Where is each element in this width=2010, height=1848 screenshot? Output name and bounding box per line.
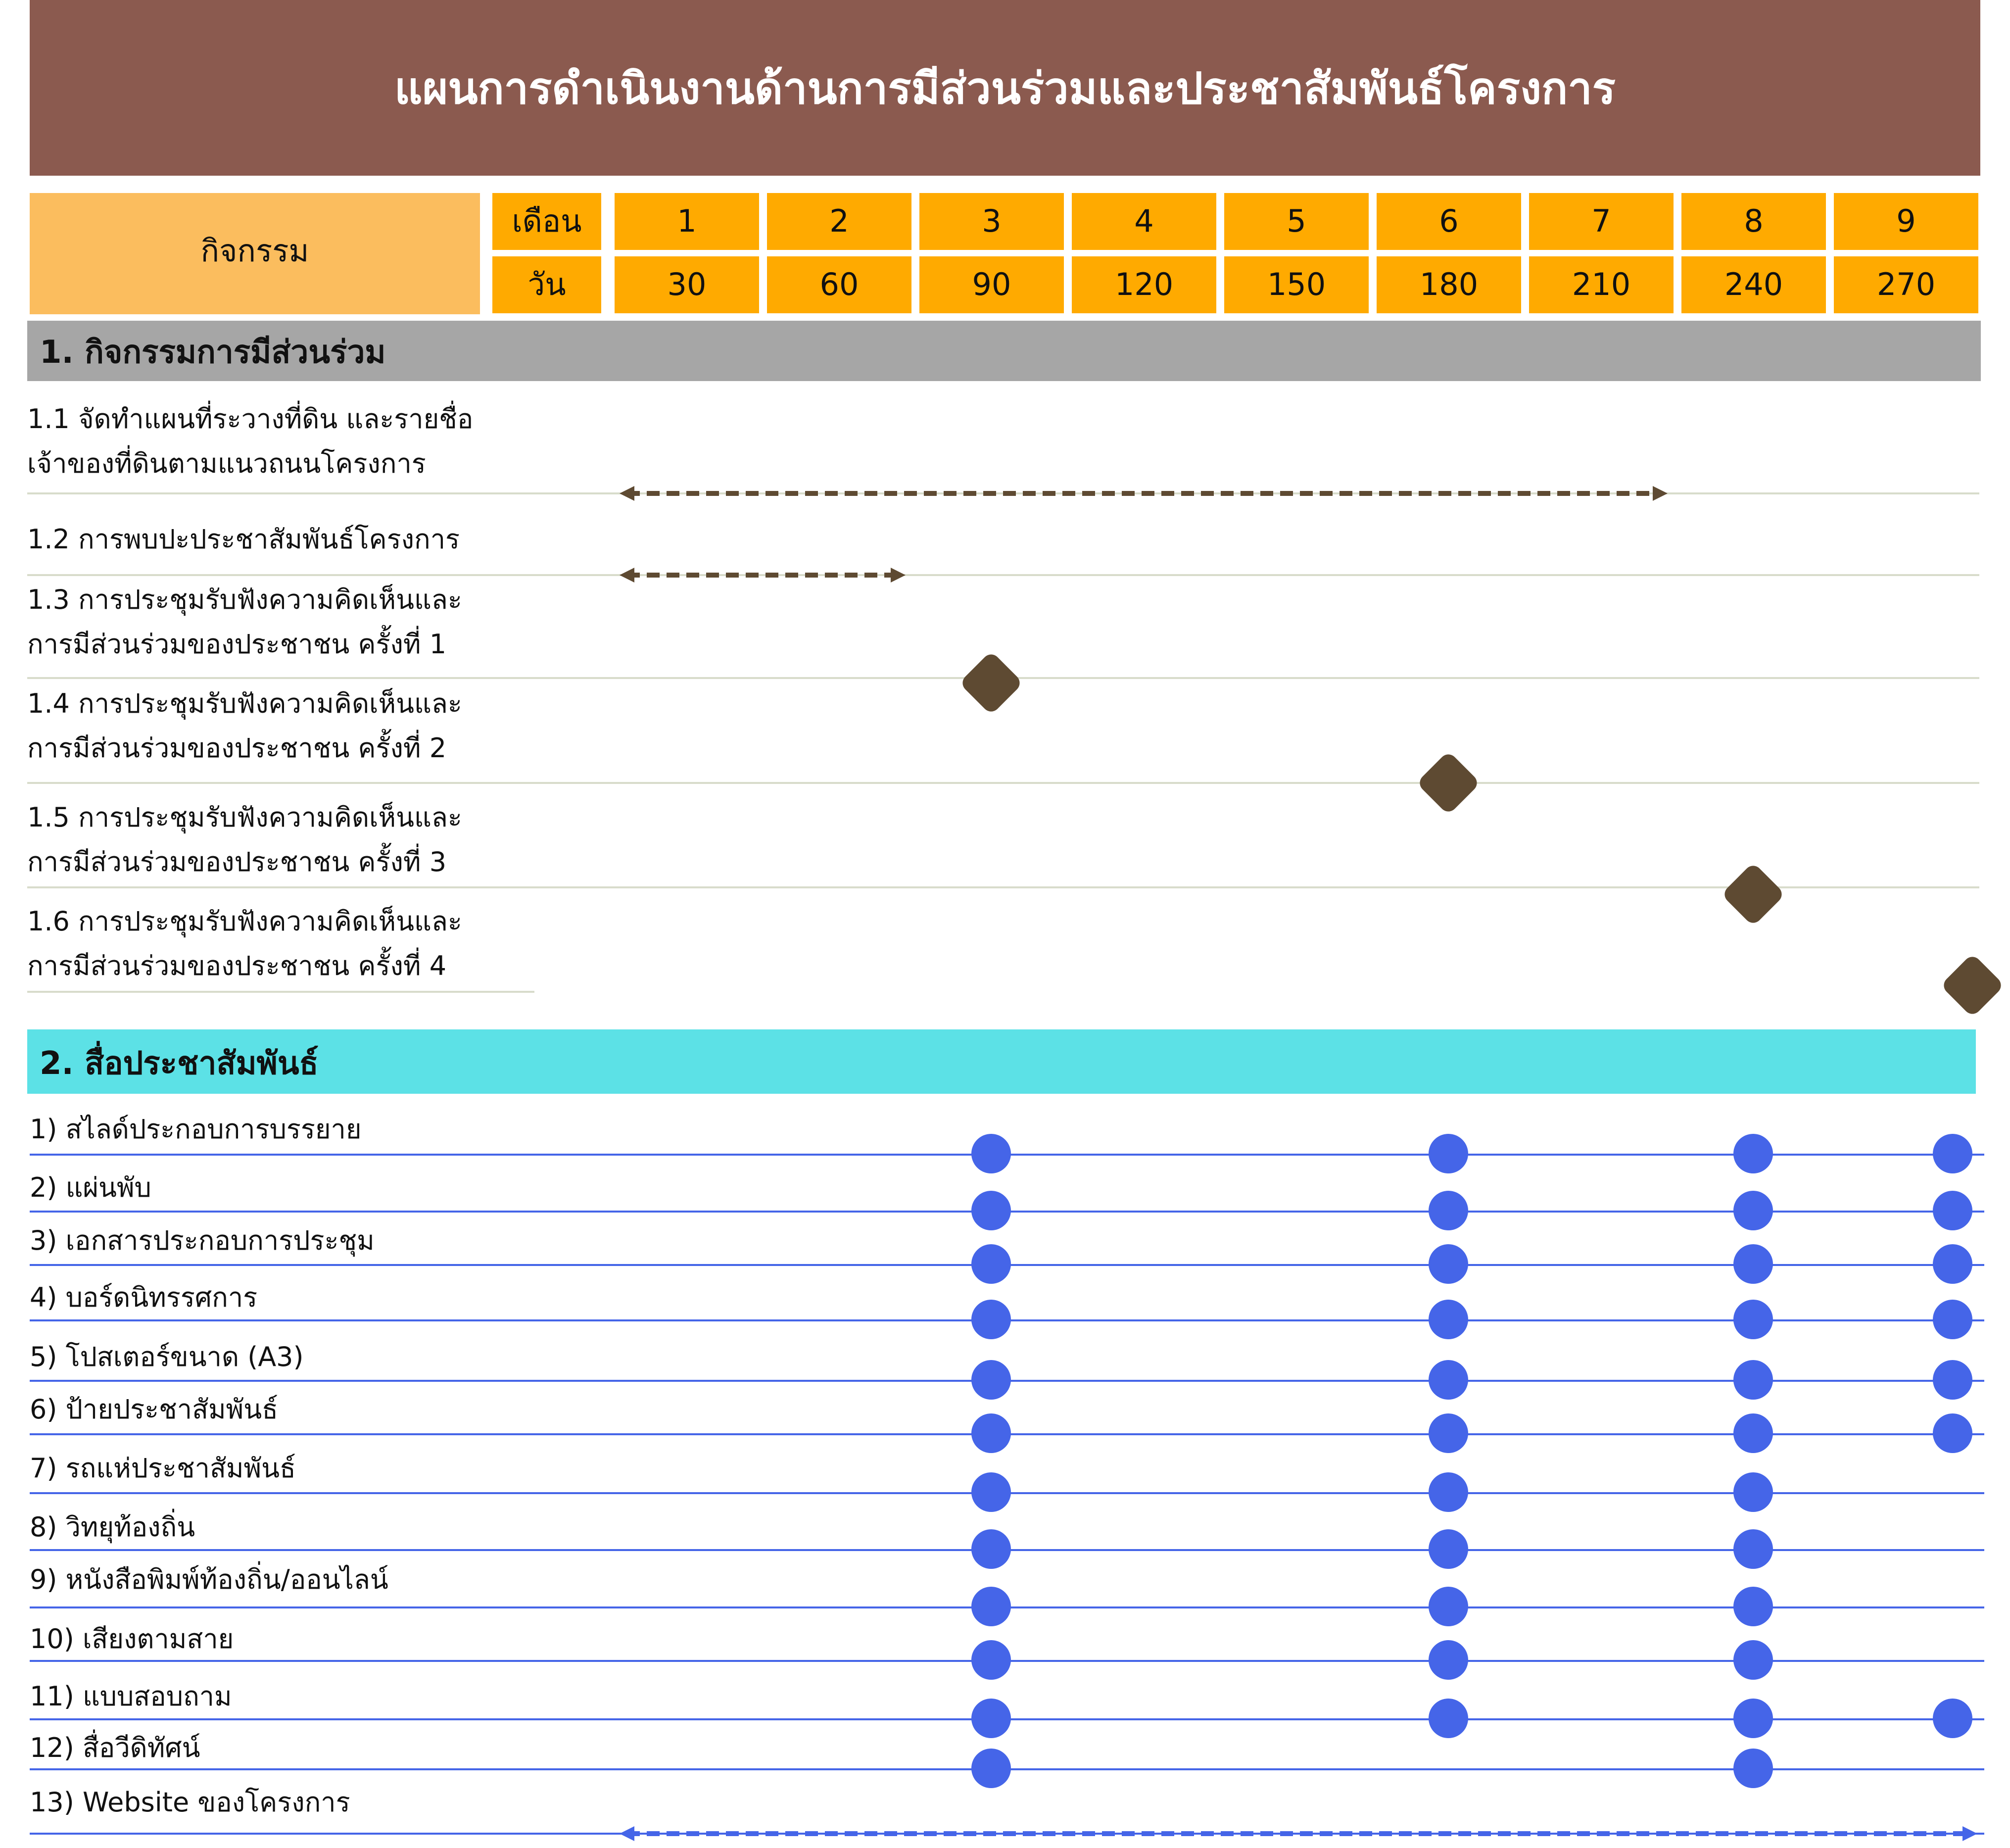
header-month-tick: 6 bbox=[1439, 203, 1459, 239]
schedule-dot bbox=[1733, 1587, 1773, 1626]
schedule-dot bbox=[1733, 1640, 1773, 1680]
schedule-dot bbox=[971, 1472, 1011, 1512]
schedule-dot bbox=[971, 1749, 1011, 1788]
schedule-dot bbox=[1933, 1699, 1972, 1738]
schedule-dot bbox=[1733, 1749, 1773, 1788]
schedule-dot bbox=[1733, 1244, 1773, 1284]
header-day-tick: 180 bbox=[1419, 266, 1479, 302]
section-header-media bbox=[27, 1029, 1976, 1094]
schedule-dot bbox=[1933, 1134, 1972, 1173]
header-month-tick: 1 bbox=[677, 203, 697, 239]
media-label: 8) วิทยุท้องถิ่น bbox=[30, 1511, 195, 1543]
media-label: 9) หนังสือพิมพ์ท้องถิ่น/ออนไลน์ bbox=[30, 1564, 388, 1595]
media-label: 13) Website ของโครงการ bbox=[30, 1787, 350, 1818]
section-title: 1. กิจกรรมการมีส่วนร่วม bbox=[40, 334, 386, 371]
schedule-dot bbox=[971, 1191, 1011, 1230]
activity-label: 1.4 การประชุมรับฟังความคิดเห็นและ bbox=[27, 688, 462, 719]
schedule-dot bbox=[1933, 1244, 1972, 1284]
schedule-dot bbox=[1429, 1587, 1468, 1626]
media-label: 6) ป้ายประชาสัมพันธ์ bbox=[30, 1394, 279, 1425]
milestone-diamond bbox=[1721, 862, 1785, 926]
schedule-dot bbox=[1733, 1472, 1773, 1512]
schedule-dot bbox=[1429, 1472, 1468, 1512]
schedule-dot bbox=[1429, 1529, 1468, 1569]
schedule-dot bbox=[971, 1413, 1011, 1453]
header-day-tick: 210 bbox=[1572, 266, 1631, 302]
activity-label: การมีส่วนร่วมของประชาชน ครั้งที่ 1 bbox=[27, 629, 447, 660]
media-label: 5) โปสเตอร์ขนาด (A3) bbox=[30, 1341, 304, 1372]
schedule-dot bbox=[1429, 1413, 1468, 1453]
media-label: 1) สไลด์ประกอบการบรรยาย bbox=[30, 1114, 362, 1145]
header-month-tick: 4 bbox=[1134, 203, 1154, 239]
activity-label: การมีส่วนร่วมของประชาชน ครั้งที่ 2 bbox=[27, 732, 447, 764]
header-day-tick: 240 bbox=[1724, 266, 1783, 302]
schedule-dot bbox=[1733, 1134, 1773, 1173]
activity-label: 1.2 การพบปะประชาสัมพันธ์โครงการ bbox=[27, 524, 460, 555]
media-label: 11) แบบสอบถาม bbox=[30, 1681, 232, 1712]
media-label: 4) บอร์ดนิทรรศการ bbox=[30, 1282, 258, 1313]
media-label: 12) สื่อวีดิทัศน์ bbox=[30, 1732, 200, 1763]
schedule-dot bbox=[971, 1587, 1011, 1626]
schedule-dot bbox=[1933, 1413, 1972, 1453]
schedule-dot bbox=[1733, 1360, 1773, 1400]
header-day-tick: 270 bbox=[1876, 266, 1936, 302]
schedule-dot bbox=[1429, 1300, 1468, 1339]
media-label: 7) รถแห่ประชาสัมพันธ์ bbox=[30, 1453, 296, 1484]
header-month-tick: 2 bbox=[829, 203, 849, 239]
schedule-dot bbox=[1933, 1360, 1972, 1400]
header-month-tick: 9 bbox=[1896, 203, 1916, 239]
schedule-dot bbox=[1733, 1529, 1773, 1569]
schedule-dot bbox=[1429, 1360, 1468, 1400]
schedule-dot bbox=[971, 1360, 1011, 1400]
schedule-dot bbox=[971, 1134, 1011, 1173]
header-month-tick: 7 bbox=[1591, 203, 1611, 239]
activity-label: เจ้าของที่ดินตามแนวถนนโครงการ bbox=[27, 448, 426, 479]
schedule-dot bbox=[1933, 1191, 1972, 1230]
schedule-dot bbox=[971, 1529, 1011, 1569]
milestone-diamond bbox=[959, 651, 1023, 715]
schedule-dot bbox=[971, 1699, 1011, 1738]
schedule-dot bbox=[971, 1300, 1011, 1339]
schedule-dot bbox=[1429, 1244, 1468, 1284]
header-month-tick: 3 bbox=[982, 203, 1002, 239]
milestone-diamond bbox=[1416, 751, 1481, 815]
header-activity-label: กิจกรรม bbox=[200, 233, 309, 269]
milestone-diamond bbox=[1940, 953, 2005, 1018]
schedule-dot bbox=[1429, 1699, 1468, 1738]
media-label: 10) เสียงตามสาย bbox=[30, 1623, 234, 1654]
schedule-dot bbox=[1429, 1134, 1468, 1173]
header-day-tick: 60 bbox=[819, 266, 859, 302]
schedule-dot bbox=[1933, 1300, 1972, 1339]
activity-label: 1.1 จัดทำแผนที่ระวางที่ดิน และรายชื่อ bbox=[27, 403, 474, 435]
schedule-dot bbox=[1429, 1640, 1468, 1680]
media-label: 3) เอกสารประกอบการประชุม bbox=[30, 1225, 375, 1256]
header-day-tick: 30 bbox=[667, 266, 707, 302]
header-day-tick: 120 bbox=[1114, 266, 1174, 302]
header-month-tick: 5 bbox=[1287, 203, 1306, 239]
header-day-tick: 150 bbox=[1267, 266, 1326, 302]
page-title: แผนการดำเนินงานด้านการมีส่วนร่วมและประชาสัมพันธ์โครงการ bbox=[394, 62, 1616, 114]
schedule-dot bbox=[1733, 1300, 1773, 1339]
activity-label: 1.6 การประชุมรับฟังความคิดเห็นและ bbox=[27, 906, 462, 937]
header-day-tick: 90 bbox=[972, 266, 1011, 302]
activity-label: 1.5 การประชุมรับฟังความคิดเห็นและ bbox=[27, 802, 462, 833]
schedule-dot bbox=[1733, 1413, 1773, 1453]
activity-label: 1.3 การประชุมรับฟังความคิดเห็นและ bbox=[27, 584, 462, 615]
activity-label: การมีส่วนร่วมของประชาชน ครั้งที่ 4 bbox=[27, 950, 447, 981]
schedule-dot bbox=[971, 1244, 1011, 1284]
schedule-dot bbox=[1429, 1191, 1468, 1230]
media-label: 2) แผ่นพับ bbox=[30, 1172, 151, 1203]
header-month-label: เดือน bbox=[512, 203, 582, 239]
activity-label: การมีส่วนร่วมของประชาชน ครั้งที่ 3 bbox=[27, 846, 447, 877]
schedule-dot bbox=[1733, 1699, 1773, 1738]
header-month-tick: 8 bbox=[1744, 203, 1764, 239]
schedule-dot bbox=[971, 1640, 1011, 1680]
header-day-label: วัน bbox=[527, 266, 566, 302]
schedule-dot bbox=[1733, 1191, 1773, 1230]
section-title: 2. สื่อประชาสัมพันธ์ bbox=[40, 1045, 319, 1082]
